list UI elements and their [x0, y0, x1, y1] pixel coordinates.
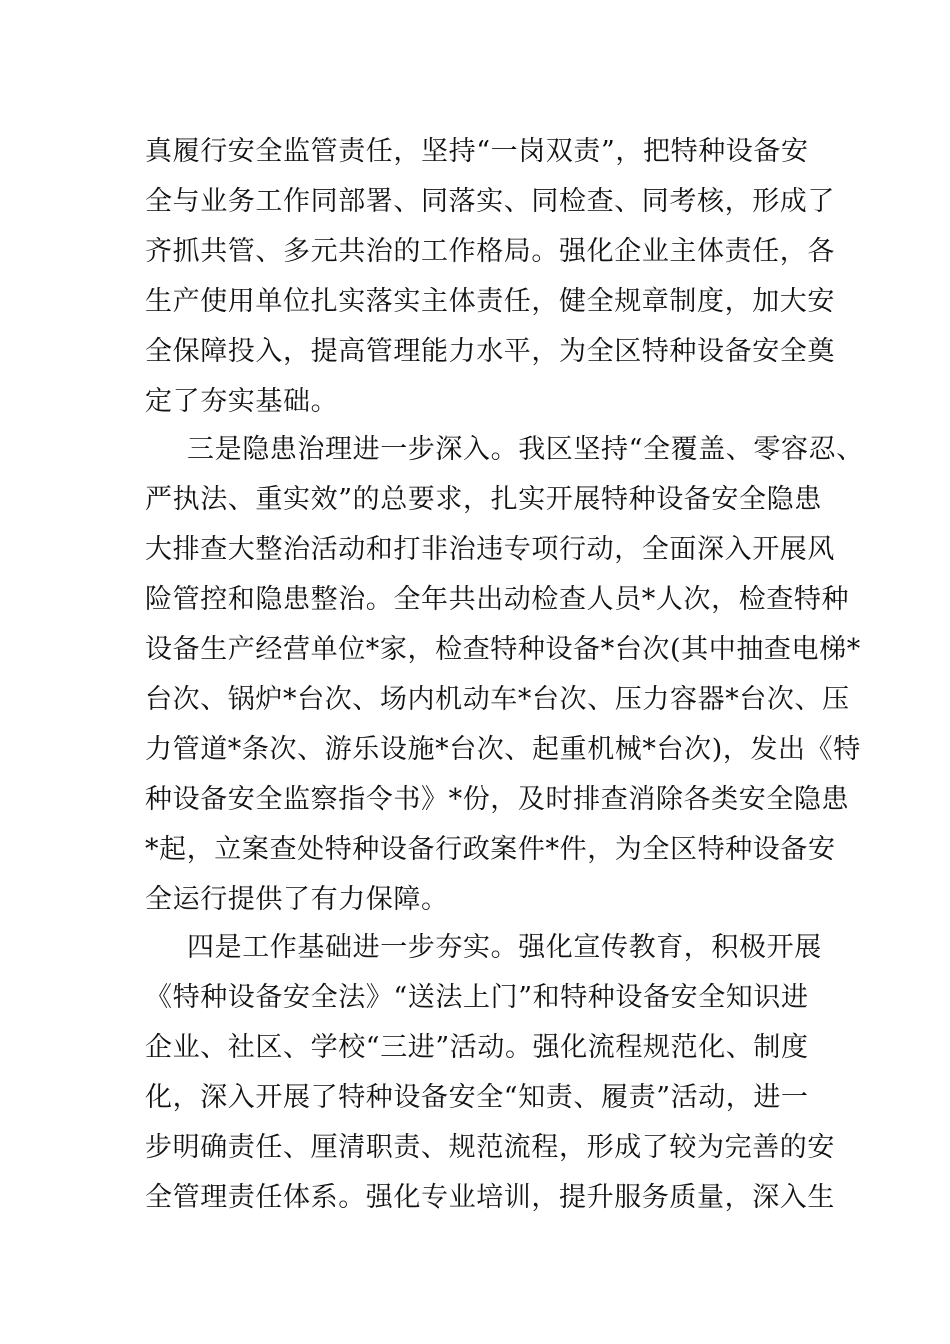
- text-line: 定了夯实基础。: [145, 386, 339, 417]
- text-line: 严执法、重实效”的总要求，扎实开展特种设备安全隐患: [145, 484, 822, 515]
- text-line: 生产使用单位扎实落实主体责任，健全规章制度，加大安: [145, 286, 835, 317]
- text-line: 步明确责任、厘清职责、规范流程，形成了较为完善的安: [145, 1132, 835, 1163]
- text-line: 真履行安全监管责任，坚持“一岗双责”，把特种设备安: [145, 136, 809, 167]
- text-line: 企业、社区、学校“三进”活动。强化流程规范化、制度: [145, 1032, 809, 1063]
- text-line: 全管理责任体系。强化专业培训，提升服务质量，深入生: [145, 1182, 835, 1213]
- text-line: 险管控和隐患整治。全年共出动检查人员*人次，检查特种: [145, 584, 850, 615]
- text-line: 设备生产经营单位*家，检查特种设备*台次(其中抽查电梯*: [145, 634, 861, 665]
- text-line: 《特种设备安全法》“送法上门”和特种设备安全知识进: [145, 982, 809, 1013]
- text-line: 全与业务工作同部署、同落实、同检查、同考核，形成了: [145, 186, 835, 217]
- text-line: 全保障投入，提高管理能力水平，为全区特种设备安全奠: [145, 336, 835, 367]
- text-line: *起，立案查处特种设备行政案件*件，为全区特种设备安: [145, 834, 836, 865]
- paragraph-start-line: 四是工作基础进一步夯实。强化宣传教育，积极开展: [187, 932, 822, 963]
- text-line: 种设备安全监察指令书》*份，及时排查消除各类安全隐患: [145, 784, 850, 815]
- text-line: 全运行提供了有力保障。: [145, 884, 449, 915]
- paragraph-start-line: 三是隐患治理进一步深入。我区坚持“全覆盖、零容忍、: [187, 434, 864, 465]
- text-line: 台次、锅炉*台次、场内机动车*台次、压力容器*台次、压: [145, 684, 850, 715]
- text-line: 大排查大整治活动和打非治违专项行动，全面深入开展风: [145, 534, 835, 565]
- text-line: 化，深入开展了特种设备安全“知责、履责”活动，进一: [145, 1082, 809, 1113]
- text-line: 齐抓共管、多元共治的工作格局。强化企业主体责任，各: [145, 236, 835, 267]
- text-line: 力管道*条次、游乐设施*台次、起重机械*台次)，发出《特: [145, 734, 861, 765]
